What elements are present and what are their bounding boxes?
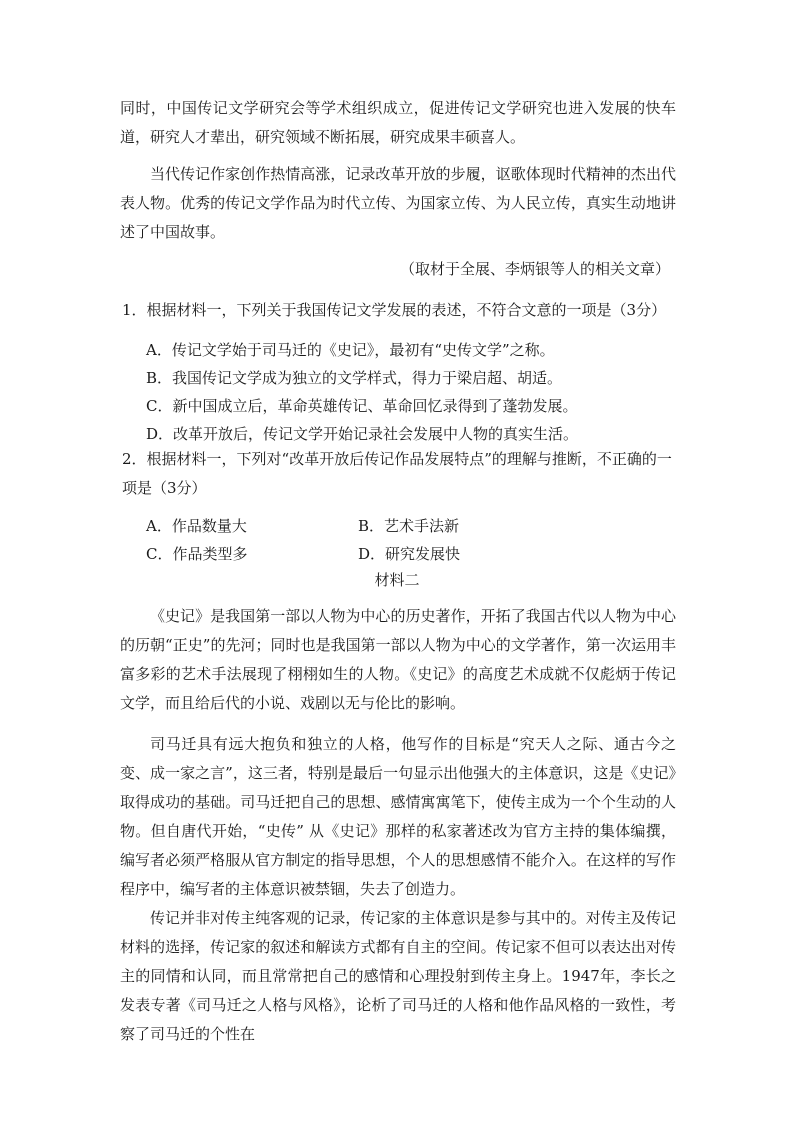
question2-option-d: D．研究发展快 [358, 545, 461, 563]
material2-heading: 材料二 [374, 571, 420, 589]
material2-paragraph-2: 司马迁具有远大抱负和独立的人格，他写作的目标是“究天人之际、通古今之变、成一家之言”，这三者，特别是最后一句显示出他强大的主体意识，这是《史记》取得成功的基础。司马迁把自己的思想、感情寓寓笔下，使传主成为一个个生动的人物。但自唐代开始，“史传” 从《史记》那样的私家著述改为官方主持的集体编撰，编写者必须严格服从官方制定的指导思想，个人的思想感情不能介入。在这样的写作程序中，编写者的主体意识被禁锢，失去了创造力。 [120, 735, 676, 898]
material1-paragraph-b: 当代传记作家创作热情高涨，记录改革开放的步履，讴歌体现时代精神的杰出代表人物。优秀的传记文学作品为时代立传、为国家立传、为人民立传，真实生动地讲述了中国故事。 [120, 165, 676, 241]
question2-option-b: B．艺术手法新 [358, 517, 460, 535]
question1-option-b: B．我国传记文学成为独立的文学样式，得力于梁启超、胡适。 [146, 369, 563, 387]
question2-stem: 2．根据材料一，下列对“改革开放后传记作品发展特点”的理解与推断，不正确的一项是（3分） [122, 450, 672, 497]
question2-option-a: A．作品数量大 [146, 517, 247, 535]
material1-paragraph-a: 同时，中国传记文学研究会等学术组织成立，促进传记文学研究也进入发展的快车道，研究人才辈出，研究领域不断拓展，研究成果丰硕喜人。 [120, 99, 676, 146]
material1-source: （取材于全展、李炳银等人的相关文章） [399, 260, 670, 278]
material2-paragraph-3: 传记并非对传主纯客观的记录，传记家的主体意识是参与其中的。对传主及传记材料的选择，传记家的叙述和解读方式都有自主的空间。传记家不但可以表达出对传主的同情和认同，而且常常把自己的感情和心理投射到传主身上。1947年，李长之发表专著《司马迁之人格与风格》，论析了司马迁的人格和他作品风格的一致性，考察了司马迁的个性在 [120, 909, 676, 1043]
question1-option-d: D．改革开放后，传记文学开始记录社会发展中人物的真实生活。 [146, 425, 579, 443]
material2-paragraph-1: 《史记》是我国第一部以人物为中心的历史著作，开拓了我国古代以人物为中心的历朝“正史”的先河；同时也是我国第一部以人物为中心的文学著作，第一次运用丰富多彩的艺术手法展现了栩栩如生的人物。《史记》的高度艺术成就不仅彪炳于传记文学，而且给后代的小说、戏剧以无与伦比的影响。 [120, 607, 676, 712]
question2-option-c: C．作品类型多 [146, 545, 248, 563]
question1-option-c: C．新中国成立后，革命英雄传记、革命回忆录得到了蓬勃发展。 [146, 397, 578, 415]
question1-option-a: A．传记文学始于司马迁的《史记》，最初有“史传文学”之称。 [146, 341, 555, 359]
question1-stem: 1．根据材料一，下列关于我国传记文学发展的表述，不符合文意的一项是（3分） [122, 301, 667, 319]
